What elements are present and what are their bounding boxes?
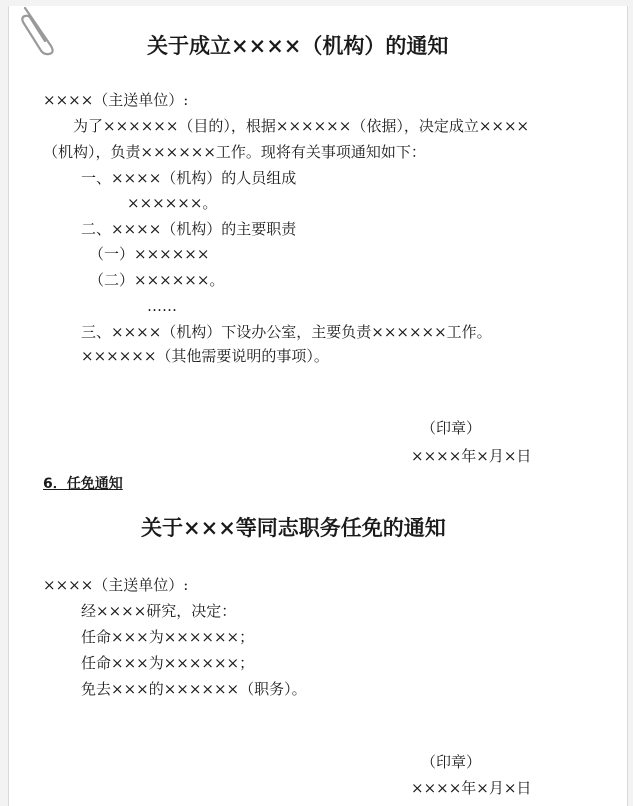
notice1-item1: 一、××××（机构）的人员组成	[81, 169, 297, 187]
notice1-other: ××××××（其他需要说明的事项）。	[81, 347, 329, 365]
paperclip-icon	[15, 6, 59, 56]
notice1-item1-detail: ××××××。	[127, 194, 218, 212]
notice1-body-line2: （机构），负责××××××工作。现将有关事项通知如下：	[43, 143, 426, 161]
notice2-seal: （印章）	[421, 753, 482, 771]
notice1-seal: （印章）	[421, 419, 482, 437]
notice2-line1: 经××××研究，决定：	[81, 602, 237, 620]
notice2-line3: 任命×××为××××××；	[81, 654, 255, 672]
notice1-ellipsis: ……	[147, 297, 177, 315]
document-page	[8, 6, 628, 806]
notice1-addressee: ××××（主送单位）:	[43, 91, 189, 109]
notice2-addressee: ××××（主送单位）:	[43, 576, 189, 594]
notice1-item2: 二、××××（机构）的主要职责	[81, 220, 297, 238]
notice2-date: ××××年×月×日	[411, 779, 532, 797]
notice2-title: 关于×××等同志职务任免的通知	[141, 515, 446, 540]
notice1-item2-sub2: （二）××××××。	[89, 271, 225, 289]
notice1-item2-sub1: （一）××××××	[89, 245, 210, 263]
notice1-date: ××××年×月×日	[411, 447, 532, 465]
notice1-title: 关于成立××××（机构）的通知	[147, 33, 449, 58]
notice1-item3: 三、××××（机构）下设办公室，主要负责××××××工作。	[81, 323, 492, 341]
section-heading: 6．任免通知	[43, 476, 123, 492]
notice1-body-line1: 为了××××××（目的），根据××××××（依据），决定成立××××	[73, 117, 530, 135]
notice2-line4: 免去×××的××××××（职务）。	[81, 680, 307, 698]
notice2-line2: 任命×××为××××××；	[81, 628, 255, 646]
